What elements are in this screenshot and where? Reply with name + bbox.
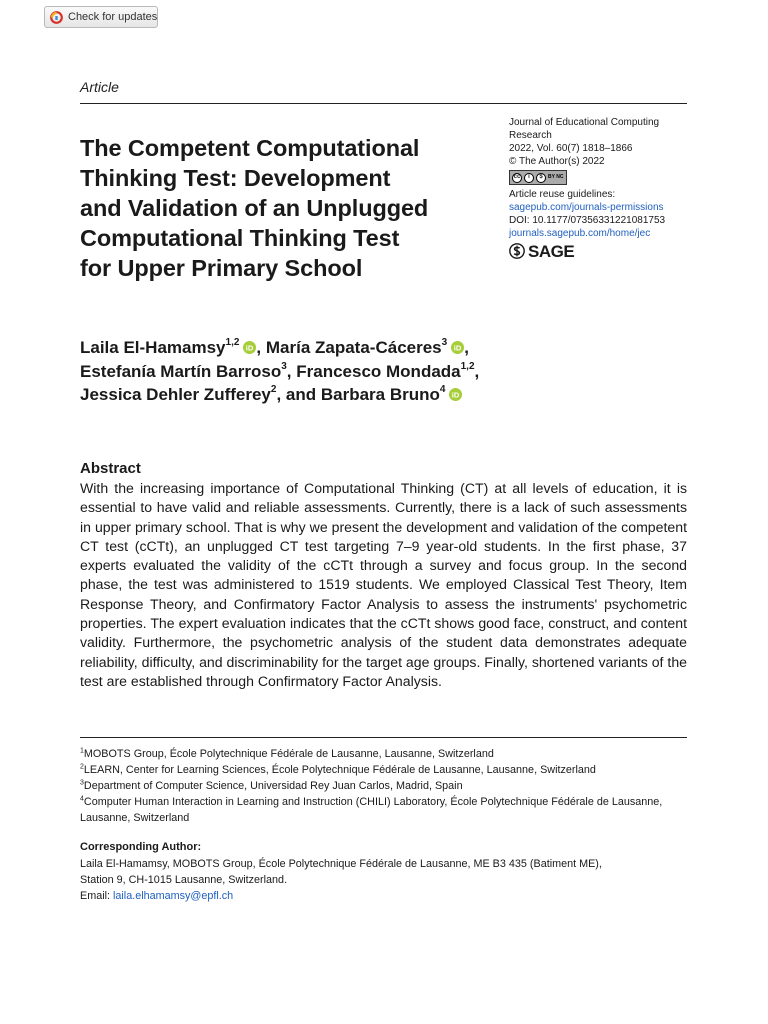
check-for-updates-button[interactable] (44, 6, 158, 28)
orcid-icon[interactable] (449, 384, 462, 407)
corresponding-address-cont: Station 9, CH-1015 Lausanne, Switzerland. (80, 874, 288, 886)
affiliation-item (80, 762, 687, 778)
title-line: for Upper Primary School (80, 255, 363, 281)
title-line: The Competent Computational (80, 135, 420, 161)
author-name[interactable]: María Zapata-Cáceres (265, 338, 442, 357)
corresponding-address: Laila El-Hamamsy, MOBOTS Group, École Polytechnique Fédérale de Lausanne, ME B3 435 (Batiment ME), (80, 858, 602, 870)
check-for-updates-label: Check for updates (68, 11, 158, 23)
sage-wordmark: SAGE (528, 241, 575, 261)
email-label: Email: (80, 890, 110, 902)
author-name[interactable]: Barbara Bruno (320, 385, 440, 405)
svg-text:iD: iD (246, 343, 254, 353)
author-name[interactable]: Laila El-Hamamsy (80, 338, 226, 357)
author-list (80, 336, 700, 407)
affiliation-number: 2 (80, 763, 84, 771)
author-separator: , (474, 362, 480, 382)
affiliation-text: LEARN, Center for Learning Sciences, École Polytechnique Fédérale de Lausanne, Lausanne, Switzerland (83, 764, 596, 776)
corresponding-author (80, 856, 687, 904)
affiliation-number: 3 (80, 779, 84, 787)
author-name[interactable]: Jessica Dehler Zufferey (80, 385, 271, 405)
title-line: and Validation of an Unplugged (80, 195, 429, 221)
crossmark-icon (50, 11, 63, 24)
journal-volume: 2022, Vol. 60(7) 1818–1866 (509, 143, 633, 154)
abstract-text: With the increasing importance of Computational Thinking (CT) at all levels of education, it is essential to have valid and reliable assessments. Currently, there is a lack of such assessments in upper primary school. That is why we present the development and validation of the competent CT test (cCTt), an unplugged CT test targeting 7–9 year-old students. In the first phase, 37 experts evaluated the validity of the cCTt through a survey and focus group. In the second phase, the test was administered to 1519 students. We employed Classical Test Theory, Item Response Theory, and Confirmatory Factor Analysis to assess the instruments' psychometric properties. The expert evaluation indicates that the cCTt shows good face, construct, and content validity. Furthermore, the psychometric analysis of the student data demonstrates adequate reliability, difficulty, and discriminability for the target age groups. Finally, shortened variants of the test are established through Confirmatory Factor Analysis. (80, 480, 687, 689)
author-affiliation: 4 (439, 384, 446, 396)
cc-icon: cc (512, 173, 522, 183)
title-line: Thinking Test: Development (80, 165, 391, 191)
reuse-link[interactable]: sagepub.com/journals-permissions (509, 202, 664, 213)
affiliation-number: 1 (80, 747, 84, 755)
corresponding-email-line (80, 888, 687, 904)
affiliation-text: Department of Computer Science, Universidad Rey Juan Carlos, Madrid, Spain (83, 780, 463, 792)
doi: DOI: 10.1177/07356331221081753 (509, 215, 666, 226)
email-link[interactable]: laila.elhamamsy@epfl.ch (113, 890, 234, 902)
author-separator: , and (276, 385, 321, 405)
affiliation-text: Computer Human Interaction in Learning and Instruction (CHILI) Laboratory, École Polytechnique Fédérale de Lausanne, Lausanne, Switzerland (80, 796, 663, 824)
affiliation-item (80, 794, 687, 826)
author-separator: , (464, 338, 469, 357)
journal-name: Journal of Educational Computing (509, 117, 660, 128)
article-title (80, 133, 500, 283)
sage-logo (509, 243, 691, 259)
journal-info (509, 116, 691, 259)
abstract-heading: Abstract (80, 460, 141, 477)
nc-icon: $ (536, 173, 546, 183)
orcid-icon[interactable] (243, 337, 256, 360)
svg-text:iD: iD (453, 343, 462, 353)
by-icon: i (524, 173, 534, 183)
affiliation-number: 4 (80, 795, 84, 803)
svg-text:iD: iD (452, 390, 460, 400)
journal-name-cont: Research (509, 130, 552, 141)
author-name[interactable]: Francesco Mondada (296, 362, 461, 382)
reuse-label: Article reuse guidelines: (509, 189, 616, 200)
affiliation-item (80, 746, 687, 762)
title-line: Computational Thinking Test (80, 225, 400, 251)
author-affiliation: 3 (441, 337, 448, 349)
corresponding-author-heading: Corresponding Author: (80, 841, 202, 853)
author-affiliation: 2 (270, 384, 277, 396)
author-affiliation: 1,2 (460, 361, 475, 373)
author-name[interactable]: Estefanía Martín Barroso (80, 362, 282, 382)
header-rule (80, 103, 687, 104)
affiliations (80, 746, 687, 826)
affiliation-item (80, 778, 687, 794)
footnote-rule (80, 737, 687, 738)
author-separator: , (286, 362, 297, 382)
author-separator: , (256, 338, 266, 357)
sage-dollar-icon (509, 243, 525, 259)
orcid-icon[interactable] (451, 337, 464, 360)
cc-license-badge[interactable] (509, 170, 567, 185)
author-affiliation: 3 (281, 361, 287, 373)
author-affiliation: 1,2 (225, 337, 240, 349)
article-type-label: Article (80, 79, 119, 95)
affiliation-text: MOBOTS Group, École Polytechnique Fédérale de Lausanne, Lausanne, Switzerland (83, 748, 494, 760)
copyright: © The Author(s) 2022 (509, 156, 605, 167)
journal-link[interactable]: journals.sagepub.com/home/jec (509, 228, 651, 239)
license-text: BY NC (548, 174, 564, 180)
